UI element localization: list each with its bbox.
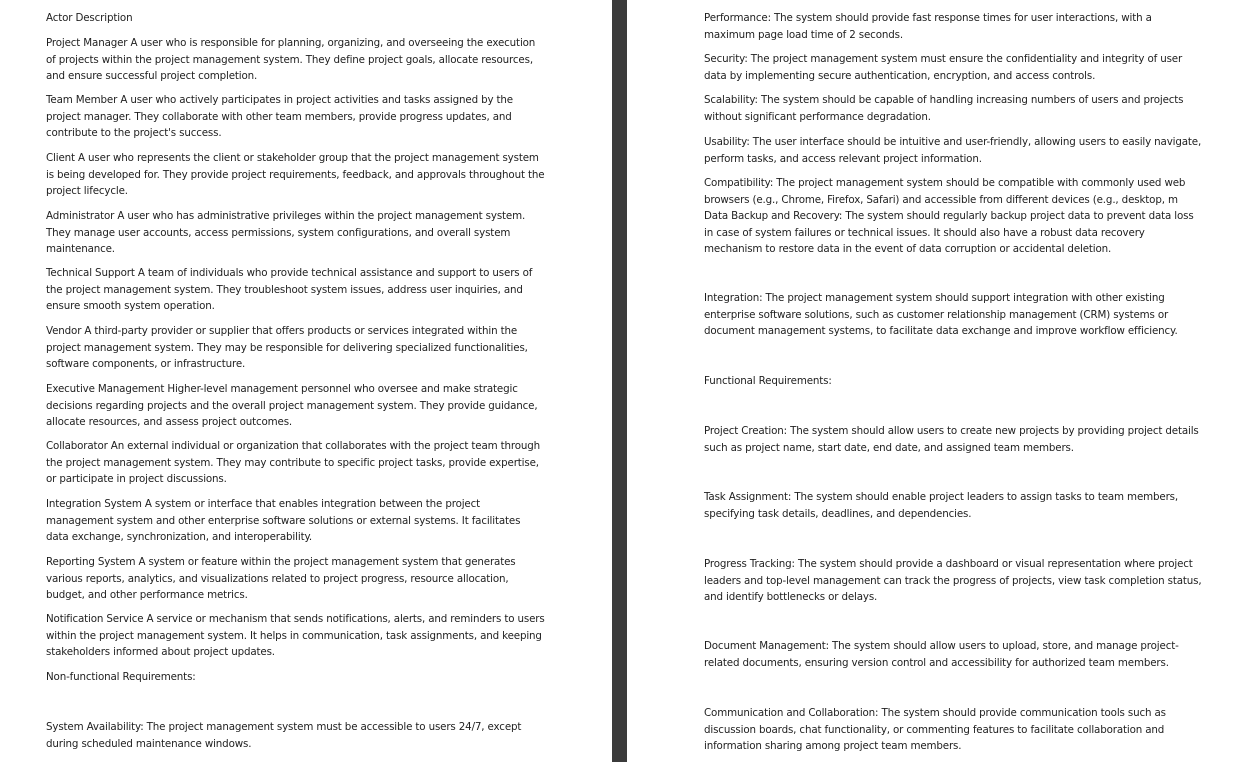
requirement-performance: Performance: The system should provide fast response times for user interactions, with a maximum page load time of 2 seconds. xyxy=(704,12,1152,41)
requirement-integration: Integration: The project management system should support integration with other existing enterprise software solutions, such as customer relationship management (CRM) systems or document management systems, to facilitate data exchange and improve workflow efficiency. xyxy=(704,292,1178,337)
functional-requirements-heading: Functional Requirements: xyxy=(704,375,832,387)
actor-description-heading: Actor Description xyxy=(46,12,133,24)
actor-administrator: Administrator A user who has administrative privileges within the project management system. They manage user accounts, access permissions, system configurations, and overall system maintenance. xyxy=(46,210,526,255)
actor-executive-management: Executive Management Higher-level management personnel who oversee and make strategic decisions regarding projects and the overall project management system. They provide guidance, allocate resources, and assess project outcomes. xyxy=(46,383,538,428)
actor-notification-service: Notification Service A service or mechanism that sends notifications, alerts, and reminders to users within the project management system. It helps in communication, task assignments, and keeping stakeholders informed about project updates. xyxy=(46,613,545,658)
left-page xyxy=(0,0,612,762)
requirement-compatibility: Compatibility: The project management system should be compatible with commonly used web browsers (e.g., Chrome, Firefox, Safari) and accessible from different devices (e.g., desktop, m Data Backup and Recovery: The system should regularly backup project data to prevent data loss in case of system failures or technical issues. It should also have a robust data recovery mechanism to restore data in the event of data corruption or accidental deletion. xyxy=(704,177,1194,255)
requirement-project-creation: Project Creation: The system should allow users to create new projects by providing project details such as project name, start date, end date, and assigned team members. xyxy=(704,425,1199,454)
requirement-scalability: Scalability: The system should be capable of handling increasing numbers of users and projects without significant performance degradation. xyxy=(704,94,1184,123)
requirement-usability: Usability: The user interface should be intuitive and user-friendly, allowing users to easily navigate, perform tasks, and access relevant project information. xyxy=(704,136,1202,165)
actor-technical-support: Technical Support A team of individuals who provide technical assistance and support to users of the project management system. They troubleshoot system issues, address user inquiries, and ensure smooth system operation. xyxy=(46,267,533,312)
actor-client: Client A user who represents the client or stakeholder group that the project management system is being developed for. They provide project requirements, feedback, and approvals throughout the project lifecycle. xyxy=(46,152,545,197)
actor-team-member: Team Member A user who actively participates in project activities and tasks assigned by the project manager. They collaborate with other team members, provide progress updates, and contribute to the project's success. xyxy=(46,94,513,139)
requirement-security: Security: The project management system must ensure the confidentiality and integrity of user data by implementing secure authentication, encryption, and access controls. xyxy=(704,53,1183,82)
requirement-communication-collaboration: Communication and Collaboration: The system should provide communication tools such as discussion boards, chat functionality, or commenting features to facilitate collaboration and information sharing among project team members. xyxy=(704,707,1166,752)
requirement-task-assignment: Task Assignment: The system should enable project leaders to assign tasks to team members, specifying task details, deadlines, and dependencies. xyxy=(704,491,1178,520)
actor-reporting-system: Reporting System A system or feature within the project management system that generates various reports, analytics, and visualizations related to project progress, resource allocation, budget, and other performance metrics. xyxy=(46,556,516,601)
page-gutter xyxy=(612,0,627,762)
requirement-system-availability: System Availability: The project management system must be accessible to users 24/7, except during scheduled maintenance windows. xyxy=(46,721,522,750)
actor-integration-system: Integration System A system or interface that enables integration between the project management system and other enterprise software solutions or external systems. It facilitates data exchange, synchronization, and interoperability. xyxy=(46,498,521,543)
actor-vendor: Vendor A third-party provider or supplier that offers products or services integrated within the project management system. They may be responsible for delivering specialized functionalities, software components, or infrastructure. xyxy=(46,325,528,370)
requirement-progress-tracking: Progress Tracking: The system should provide a dashboard or visual representation where project leaders and top-level management can track the progress of projects, view task completion status, and identify bottlenecks or delays. xyxy=(704,558,1202,603)
actor-project-manager: Project Manager A user who is responsible for planning, organizing, and overseeing the execution of projects within the project management system. They define project goals, allocate resources, and ensure successful project completion. xyxy=(46,37,536,82)
actor-collaborator: Collaborator An external individual or organization that collaborates with the project team through the project management system. They may contribute to specific project tasks, provide expertise, or participate in project discussions. xyxy=(46,440,541,485)
nonfunctional-requirements-heading: Non-functional Requirements: xyxy=(46,671,196,683)
right-page xyxy=(627,0,1239,762)
requirement-document-management: Document Management: The system should allow users to upload, store, and manage project-related documents, ensuring version control and accessibility for authorized team members. xyxy=(704,640,1179,669)
